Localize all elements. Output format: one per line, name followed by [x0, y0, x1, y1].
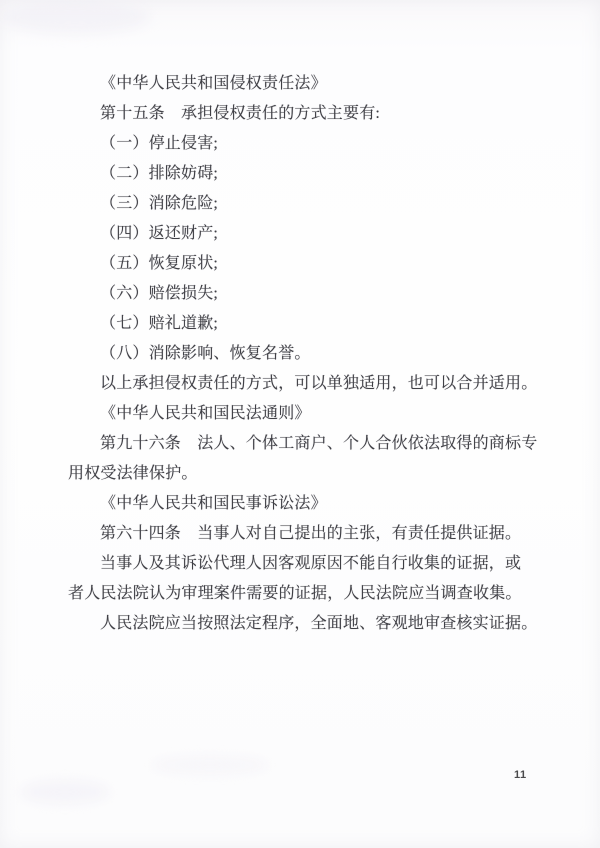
article-line: 第九十六条 法人、个体工商户、个人合伙依法取得的商标专	[100, 435, 538, 452]
law-title-line: 《中华人民共和国民法通则》	[100, 405, 311, 422]
paragraph-continuation-line: 用权受法律保护。	[68, 465, 198, 482]
list-item-line: （六）赔偿损失;	[100, 285, 219, 302]
list-item-line: （七）赔礼道歉;	[100, 315, 219, 332]
law-title-line: 《中华人民共和国侵权责任法》	[100, 75, 327, 92]
page-number: 11	[514, 769, 527, 781]
list-item-line: （三）消除危险;	[100, 195, 219, 212]
list-item-line: （二）排除妨碍;	[100, 165, 219, 182]
paragraph-continuation-line: 者人民法院认为审理案件需要的证据，人民法院应当调查收集。	[68, 585, 522, 602]
article-line: 第六十四条 当事人对自己提出的主张，有责任提供证据。	[100, 525, 522, 542]
list-item-line: （五）恢复原状;	[100, 255, 219, 272]
paragraph-line: 人民法院应当按照法定程序，全面地、客观地审查核实证据。	[100, 615, 538, 632]
document-body	[68, 69, 540, 639]
scan-artifact	[150, 755, 270, 775]
list-item-line: （八）消除影响、恢复名誉。	[100, 345, 311, 362]
scan-artifact	[0, 0, 150, 34]
scan-artifact	[20, 780, 110, 804]
law-title-line: 《中华人民共和国民事诉讼法》	[100, 495, 327, 512]
paragraph-line: 以上承担侵权责任的方式，可以单独适用，也可以合并适用。	[100, 375, 538, 392]
article-line: 第十五条 承担侵权责任的方式主要有:	[100, 105, 381, 122]
list-item-line: （一）停止侵害;	[100, 135, 219, 152]
list-item-line: （四）返还财产;	[100, 225, 219, 242]
paragraph-line: 当事人及其诉讼代理人因客观原因不能自行收集的证据，或	[100, 555, 522, 572]
